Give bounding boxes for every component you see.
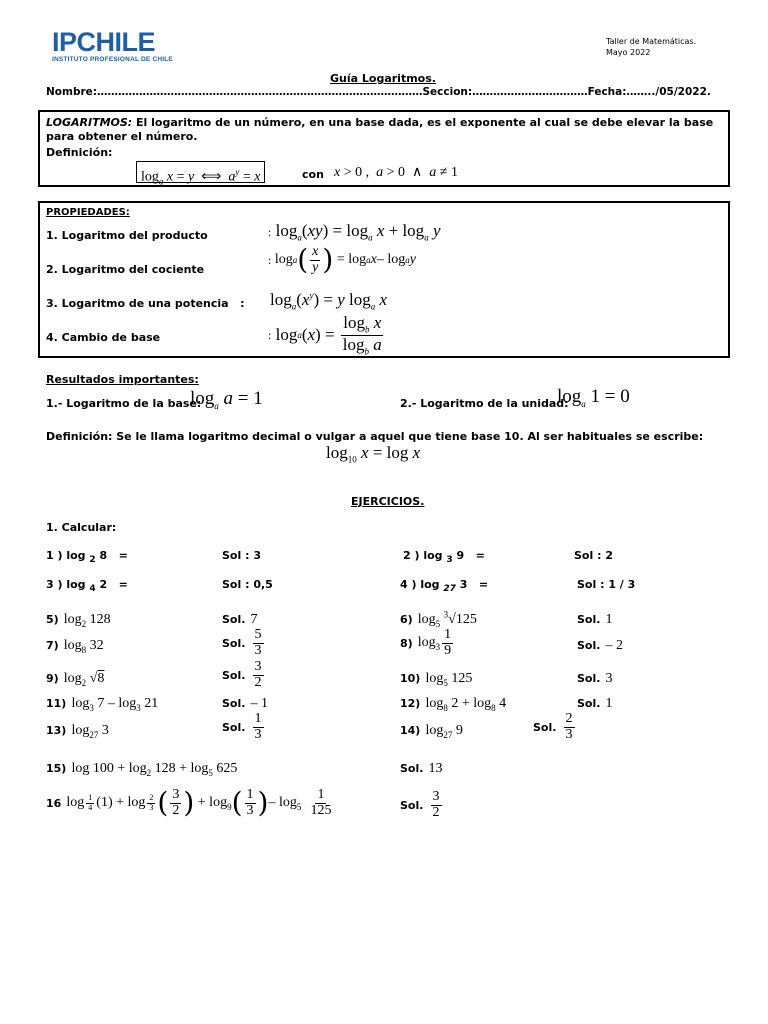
decimal-formula: $\log_{10} x = \log x$ — [326, 443, 421, 465]
results-heading: Resultados importantes: — [46, 373, 199, 386]
exercise-7: 7) $\log_8 32$ — [46, 638, 104, 655]
solution-13: Sol. $\frac{1}{3}$ — [222, 711, 262, 742]
property-3-label: 3. Logaritmo de una potencia : — [46, 297, 245, 310]
exercise-8: 8) $\log_3$ $\frac{1}{9}$ — [400, 627, 452, 658]
definition-con: con — [302, 168, 324, 181]
definition-body: El logaritmo de un número, en una base dada, es el exponente al cual se debe elevar la base para obtener el número. — [46, 116, 714, 143]
solution-5: Sol. 7 — [222, 612, 258, 627]
exercise-3: 3 ) log $_4$ 2 = — [46, 578, 128, 595]
logo-subtitle: INSTITUTO PROFESIONAL DE CHILE — [52, 56, 173, 63]
result-1-label: 1.- Logaritmo de la base: — [46, 397, 202, 410]
solution-7: Sol. $\frac{5}{3}$ — [222, 627, 262, 658]
solution-3: Sol : 0,5 — [222, 578, 273, 591]
property-3-formula: $\log_a(x^y) = y$ $\log_a x$ — [270, 290, 388, 312]
exercise-5: 5) $\log_2 128$ — [46, 612, 111, 629]
result-2-label: 2.- Logaritmo de la unidad: — [400, 397, 569, 410]
decimal-definition: Definición: Se le llama logaritmo decimal o vulgar a aquel que tiene base 10. Al ser habituales se escribe: — [46, 430, 704, 443]
course-info — [606, 36, 696, 58]
exercise-6: 6) $\log_5 ^3√125$ — [400, 609, 477, 629]
property-4-formula: : log a ( x ) = $\frac{\log_b x}{\log_b a}$ — [268, 313, 382, 357]
exercise-15: 15) $\log 100 + \log_2 128 + \log_5 625$ — [46, 761, 238, 778]
property-1-formula: : $\log_a(xy) = \log_a x + \log_a y$ — [268, 221, 441, 243]
exercise-2: 2 ) log $_3$ 9 = — [403, 549, 485, 566]
result-2-formula: $\log_a 1 = 0$ — [557, 386, 630, 409]
solution-8: Sol. – 2 — [577, 638, 624, 653]
property-4-label: 4. Cambio de base — [46, 331, 161, 344]
definition-label-2: Definición: — [46, 146, 113, 159]
exercise-9: 9) $\log_2 √8$ — [46, 671, 105, 688]
solution-14: Sol. $\frac{2}{3}$ — [533, 711, 573, 742]
solution-1: Sol : 3 — [222, 549, 261, 562]
property-1-label: 1. Logaritmo del producto — [46, 229, 208, 242]
solution-2: Sol : 2 — [574, 549, 613, 562]
solution-10: Sol. 3 — [577, 671, 613, 686]
properties-heading: PROPIEDADES: — [46, 207, 130, 218]
form-line: Nombre:…………………………………………………………………………………Seccion:……………………………Fecha:……../05/2022. — [46, 86, 711, 98]
exercise-16: 16 log $\frac{1}{4}$ (1) + log $\frac{2}{3}$ ( $\frac{3}{2}$ ) + $\log_9$ ( $\frac{1}{3}$ ) – $\log_5$ $\frac{1}{125}$ — [46, 786, 332, 820]
definition-label: LOGARITMOS: — [46, 116, 133, 129]
solution-9: Sol. $\frac{3}{2}$ — [222, 659, 262, 690]
exercises-sub: 1. Calcular: — [46, 521, 117, 534]
exercise-14: 14) $\log_{27} 9$ — [400, 723, 463, 740]
exercise-10: 10) $\log_5 125$ — [400, 671, 473, 688]
solution-11: Sol. – 1 — [222, 696, 269, 711]
exercises-heading: EJERCICIOS. — [351, 495, 425, 508]
solution-16: Sol. $\frac{3}{2}$ — [400, 789, 440, 820]
property-2-formula: : log a ( $\frac{x}{y}$ ) = log a x – log a y — [268, 243, 416, 277]
exercise-12: 12) $\log_8 2 + \log_8 4$ — [400, 696, 507, 713]
properties-box — [38, 201, 730, 358]
solution-15: Sol. 13 — [400, 761, 443, 776]
result-1-formula: $\log_a a = 1$ — [190, 388, 263, 411]
definition-text — [46, 116, 726, 144]
exercise-11: 11) $\log_3 7 - \log_3 21$ — [46, 696, 159, 713]
logo-text: IPCHILE — [52, 27, 156, 57]
page-title: Guía Logaritmos. — [330, 72, 436, 85]
property-2-label: 2. Logaritmo del cociente — [46, 263, 205, 276]
solution-6: Sol. 1 — [577, 612, 613, 627]
exercise-1: 1 ) log $_2$ 8 = — [46, 549, 128, 566]
definition-formula: $\log_a x = y$ ⟺ $a^y = x$ — [136, 161, 265, 183]
course-date: Mayo 2022 — [606, 48, 651, 57]
logo — [52, 28, 192, 63]
definition-box — [38, 110, 730, 187]
exercise-4: 4 ) log $_{27}$ 3 = — [400, 578, 489, 595]
course-name: Taller de Matemáticas. — [606, 37, 697, 46]
exercise-13: 13) $\log_{27} 3$ — [46, 723, 109, 740]
definition-conditions: x > 0 , a > 0 ∧ a ≠ 1 — [334, 165, 458, 180]
solution-4: Sol : 1 / 3 — [577, 578, 636, 591]
solution-12: Sol. 1 — [577, 696, 613, 711]
